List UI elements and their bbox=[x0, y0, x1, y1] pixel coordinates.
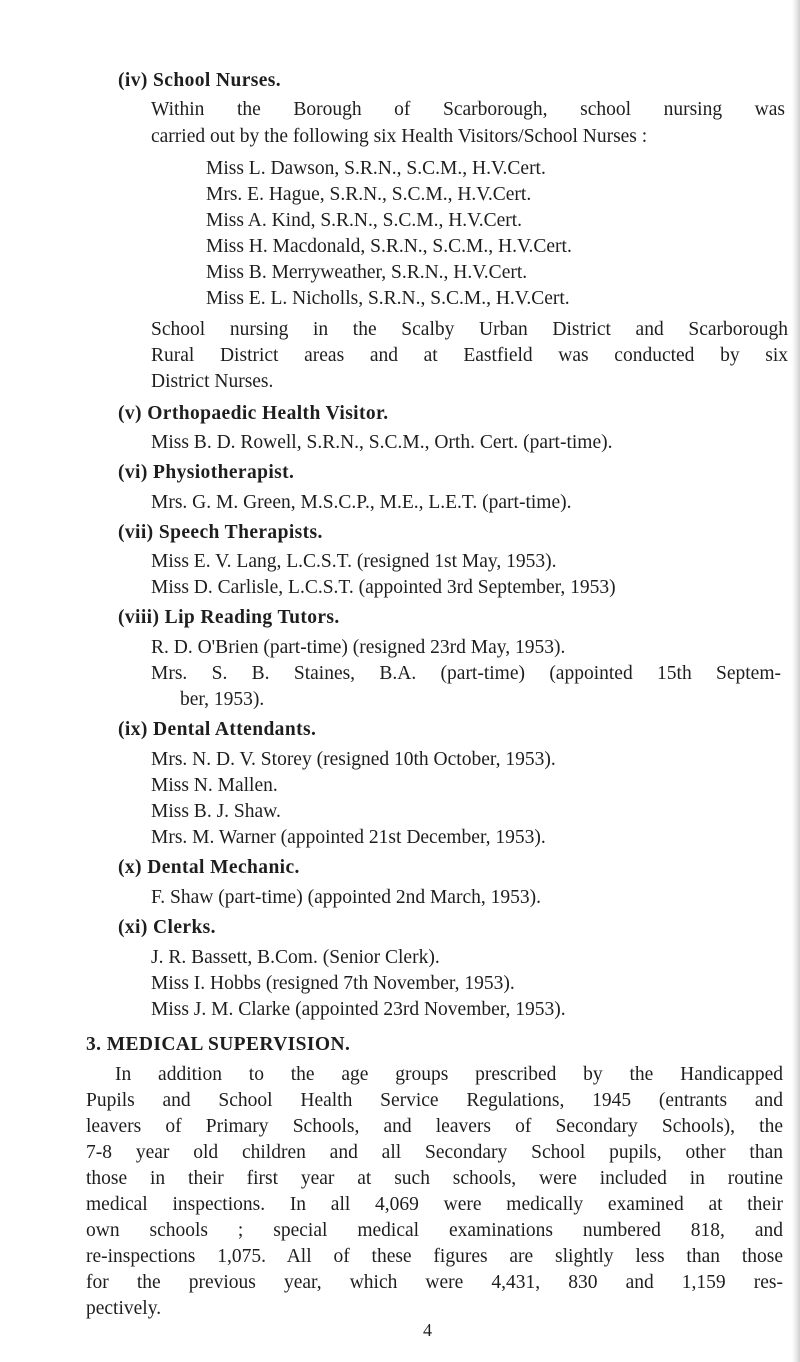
paragraph-line: Within the Borough of Scarborough, school nursing was bbox=[151, 99, 785, 120]
paragraph-line: Rural District areas and at Eastfield was conducted by six bbox=[151, 345, 788, 366]
nurse-list-item: Miss H. Macdonald, S.R.N., S.C.M., H.V.Cert. bbox=[206, 236, 572, 257]
staff-entry: Miss B. D. Rowell, S.R.N., S.C.M., Orth. Cert. (part-time). bbox=[151, 432, 613, 453]
staff-entry: Miss E. V. Lang, L.C.S.T. (resigned 1st May, 1953). bbox=[151, 551, 557, 572]
paragraph-line: re-inspections 1,075. All of these figures are slightly less than those bbox=[86, 1246, 783, 1267]
staff-entry: J. R. Bassett, B.Com. (Senior Clerk). bbox=[151, 947, 440, 968]
paragraph-line: own schools ; special medical examinations numbered 818, and bbox=[86, 1220, 783, 1241]
staff-entry: Miss D. Carlisle, L.C.S.T. (appointed 3rd September, 1953) bbox=[151, 577, 616, 598]
staff-entry: Mrs. G. M. Green, M.S.C.P., M.E., L.E.T. (part-time). bbox=[151, 492, 572, 513]
nurse-list-item: Miss L. Dawson, S.R.N., S.C.M., H.V.Cert. bbox=[206, 158, 546, 179]
staff-entry: F. Shaw (part-time) (appointed 2nd March, 1953). bbox=[151, 887, 541, 908]
page-edge-shadow bbox=[792, 0, 800, 1362]
paragraph-line: In addition to the age groups prescribed by the Handicapped bbox=[115, 1064, 783, 1085]
staff-entry: R. D. O'Brien (part-time) (resigned 23rd May, 1953). bbox=[151, 637, 566, 658]
section-heading-school-nurses: (iv) School Nurses. bbox=[118, 70, 282, 91]
paragraph-line: those in their first year at such schools, were included in routine bbox=[86, 1168, 783, 1189]
page-number: 4 bbox=[423, 1320, 432, 1340]
paragraph-line: leavers of Primary Schools, and leavers of Secondary Schools), the bbox=[86, 1116, 783, 1137]
section-heading-orthopaedic: (v) Orthopaedic Health Visitor. bbox=[118, 403, 389, 424]
staff-entry: Miss J. M. Clarke (appointed 23rd November, 1953). bbox=[151, 999, 566, 1020]
staff-entry: Miss B. J. Shaw. bbox=[151, 801, 281, 822]
paragraph-line: District Nurses. bbox=[151, 371, 274, 392]
nurse-list-item: Miss A. Kind, S.R.N., S.C.M., H.V.Cert. bbox=[206, 210, 523, 231]
paragraph-line: for the previous year, which were 4,431, 830 and 1,159 res- bbox=[86, 1272, 783, 1293]
nurse-list-item: Mrs. E. Hague, S.R.N., S.C.M., H.V.Cert. bbox=[206, 184, 532, 205]
paragraph-line: Pupils and School Health Service Regulations, 1945 (entrants and bbox=[86, 1090, 783, 1111]
paragraph-line: School nursing in the Scalby Urban District and Scarborough bbox=[151, 319, 788, 340]
staff-entry: Mrs. S. B. Staines, B.A. (part-time) (appointed 15th Septem- bbox=[151, 663, 781, 684]
section-heading-physiotherapist: (vi) Physiotherapist. bbox=[118, 462, 295, 483]
nurse-list-item: Miss E. L. Nicholls, S.R.N., S.C.M., H.V.Cert. bbox=[206, 288, 570, 309]
staff-entry: Miss I. Hobbs (resigned 7th November, 1953). bbox=[151, 973, 515, 994]
staff-entry: Miss N. Mallen. bbox=[151, 775, 278, 796]
paragraph-line: 7-8 year old children and all Secondary School pupils, other than bbox=[86, 1142, 783, 1163]
nurse-list-item: Miss B. Merryweather, S.R.N., H.V.Cert. bbox=[206, 262, 528, 283]
section-heading-dental-attendants: (ix) Dental Attendants. bbox=[118, 719, 317, 740]
section-heading-dental-mechanic: (x) Dental Mechanic. bbox=[118, 857, 300, 878]
section-heading-lip-reading: (viii) Lip Reading Tutors. bbox=[118, 607, 340, 628]
section-heading-speech-therapists: (vii) Speech Therapists. bbox=[118, 522, 323, 543]
staff-entry: Mrs. M. Warner (appointed 21st December, 1953). bbox=[151, 827, 546, 848]
staff-entry: Mrs. N. D. V. Storey (resigned 10th October, 1953). bbox=[151, 749, 556, 770]
section-heading-clerks: (xi) Clerks. bbox=[118, 917, 216, 938]
paragraph-line: medical inspections. In all 4,069 were medically examined at their bbox=[86, 1194, 783, 1215]
section-heading-medical-supervision: 3. MEDICAL SUPERVISION. bbox=[86, 1034, 351, 1055]
staff-entry: ber, 1953). bbox=[180, 689, 265, 710]
paragraph-line: carried out by the following six Health Visitors/School Nurses : bbox=[151, 126, 648, 147]
paragraph-line: pectively. bbox=[86, 1298, 162, 1319]
